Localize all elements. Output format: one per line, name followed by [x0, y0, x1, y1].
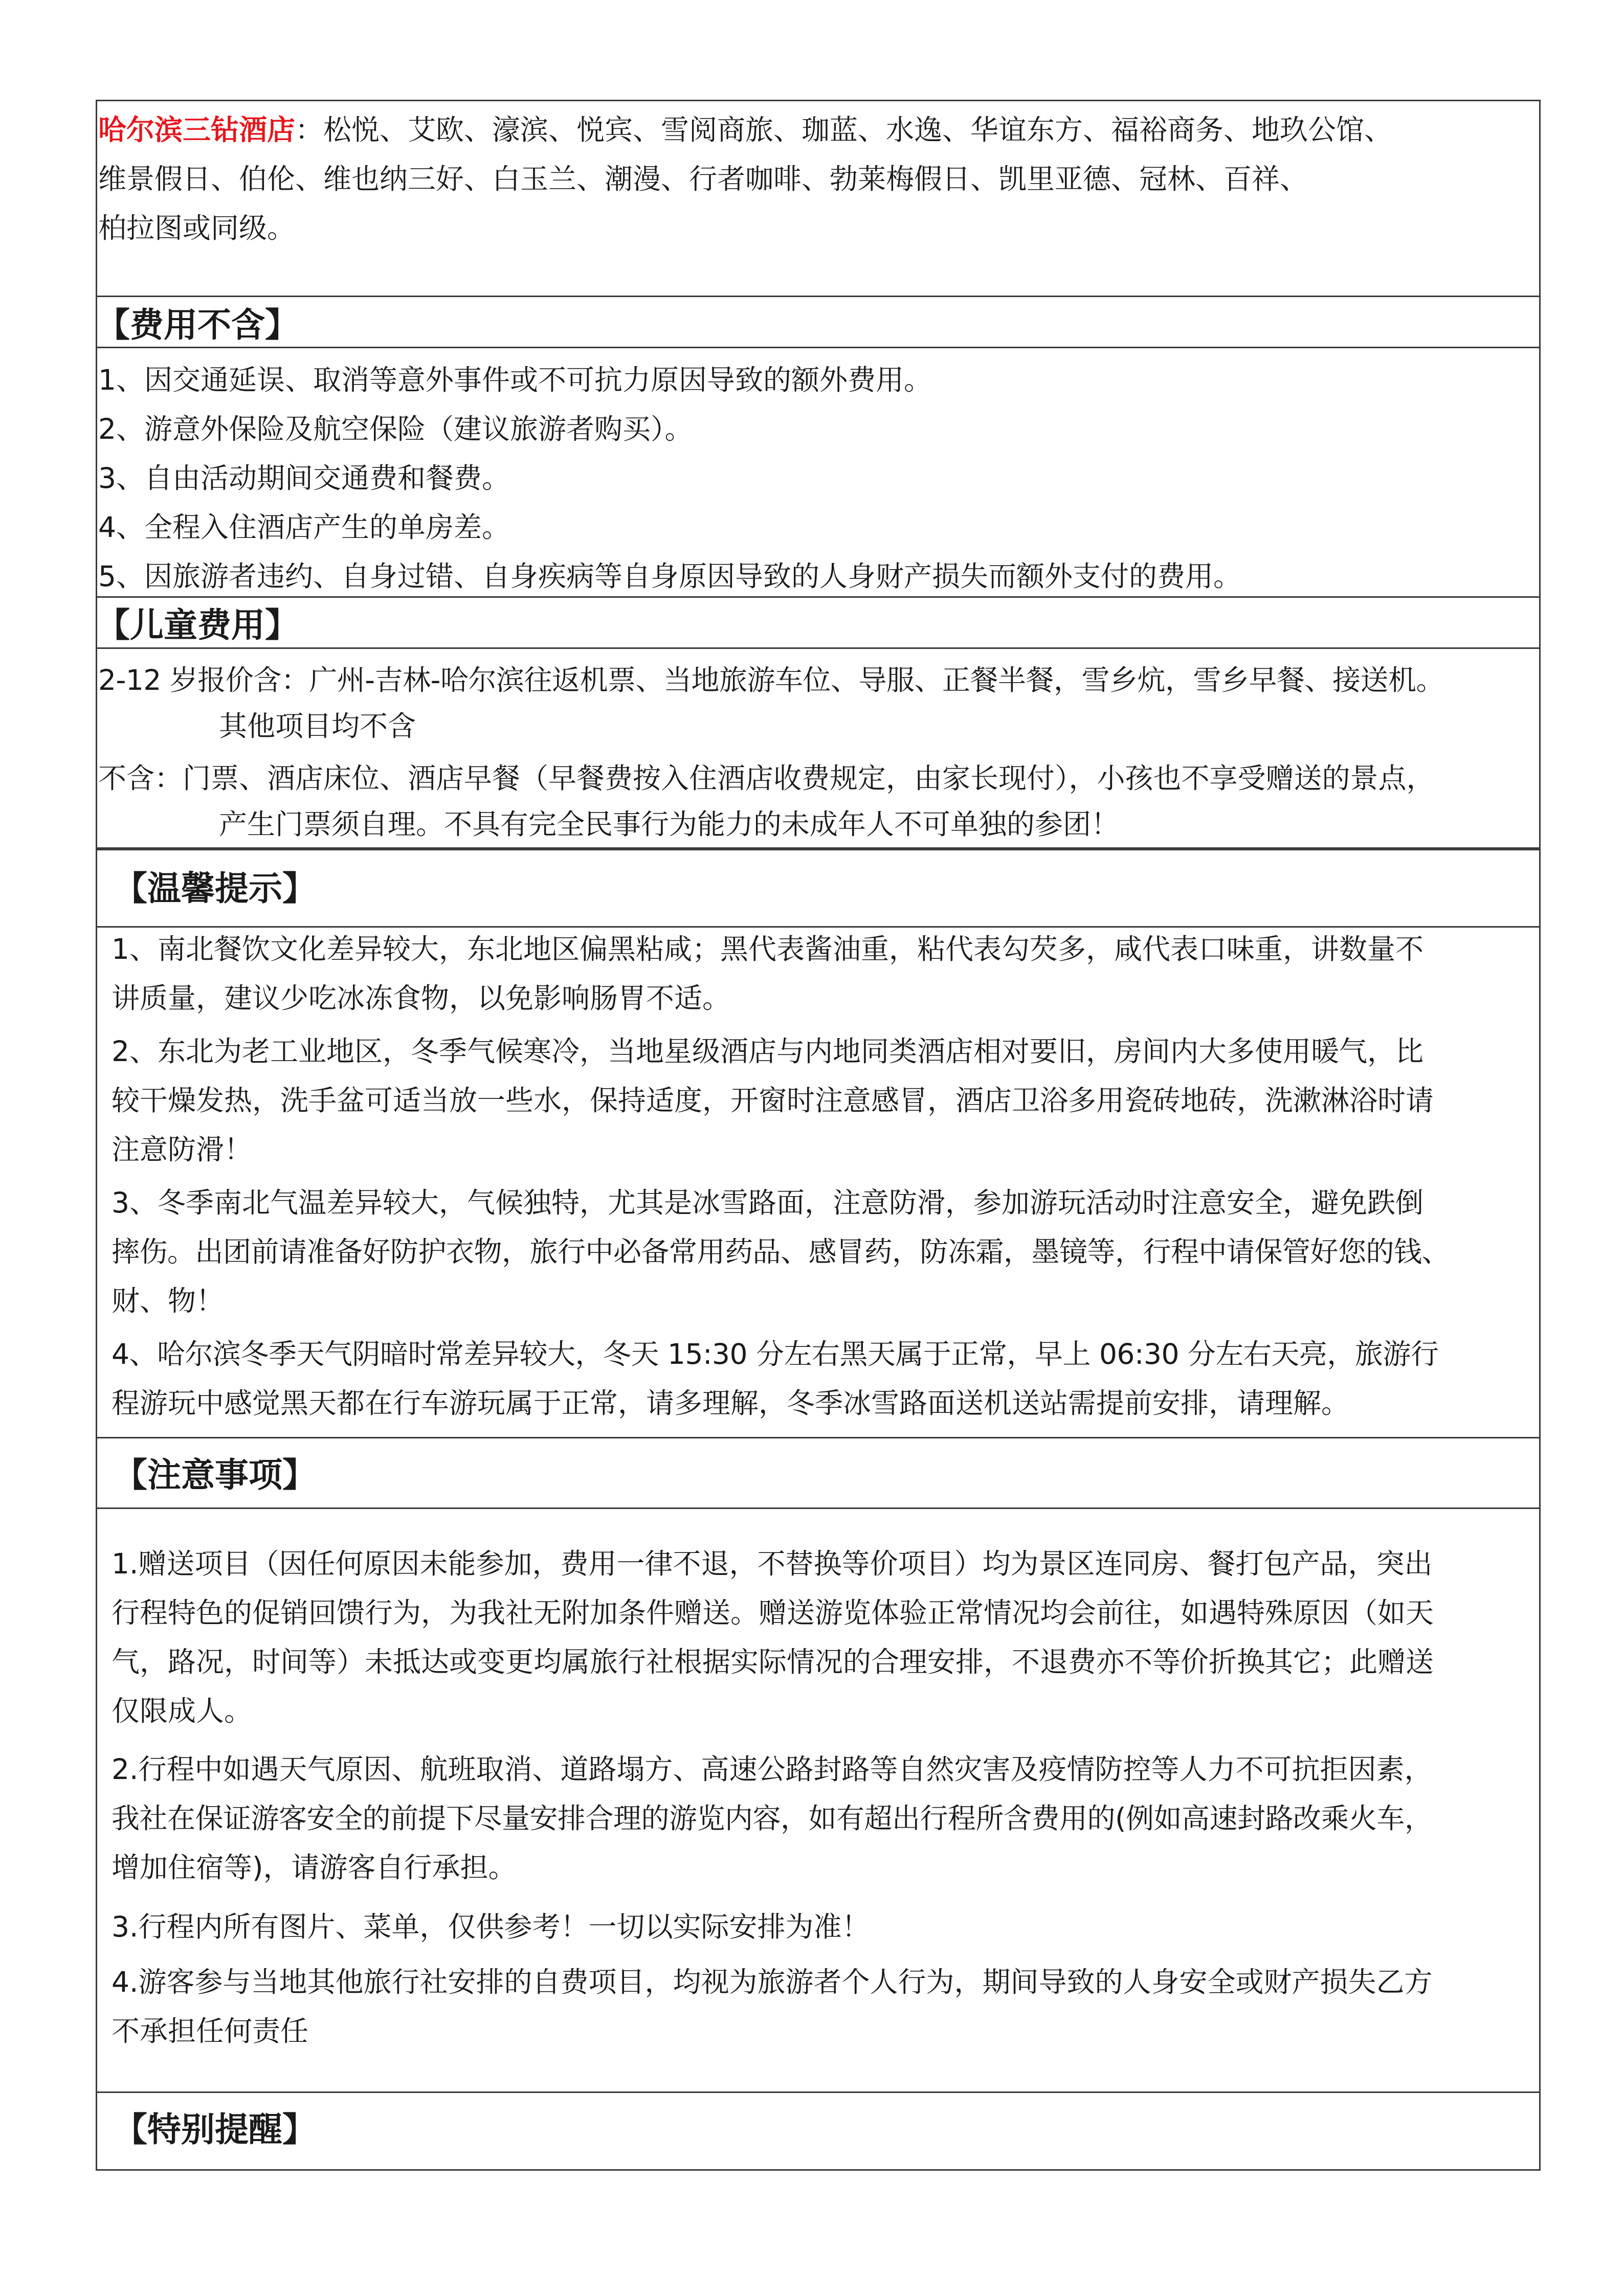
notes-title: 【注意事项】 — [114, 1455, 316, 1495]
notes-line: 2.行程中如遇天气原因、航班取消、道路塌方、高速公路封路等自然灾害及疫情防控等人力不可抗拒因素， — [112, 1753, 1433, 1786]
notes-line: 不承担任何责任 — [112, 2015, 309, 2047]
children-line: 2-12 岁报价含：广州-吉林-哈尔滨往返机票、当地旅游车位、导服、正餐半餐，雪乡炕，雪乡早餐、接送机。 — [98, 664, 1444, 696]
excluded-item: 2、游意外保险及航空保险（建议旅游者购买）。 — [98, 413, 693, 445]
tips-line: 1、南北餐饮文化差异较大，东北地区偏黑粘咸；黑代表酱油重，粘代表勾芡多，咸代表口味重，讲数量不 — [112, 933, 1423, 965]
children-line: 产生门票须自理。不具有完全民事行为能力的未成年人不可单独的参团！ — [219, 808, 1120, 841]
divider — [97, 647, 1539, 649]
tips-line: 讲质量，建议少吃冰冻食物，以免影响肠胃不适。 — [112, 982, 731, 1015]
hotel-line-2: 维景假日、伯伦、维也纳三好、白玉兰、潮漫、行者咖啡、勃莱梅假日、凯里亚德、冠林、百祥、 — [98, 163, 1308, 195]
excluded-item: 5、因旅游者违约、自身过错、自身疾病等自身原因导致的人身财产损失而额外支付的费用。 — [98, 560, 1241, 593]
excluded-item: 4、全程入住酒店产生的单房差。 — [98, 511, 510, 544]
notes-line: 我社在保证游客安全的前提下尽量安排合理的游览内容，如有超出行程所含费用的(例如高速封路改乘火车， — [112, 1802, 1433, 1835]
hotel-line-1 — [98, 105, 1392, 154]
excluded-item: 1、因交通延误、取消等意外事件或不可抗力原因导致的额外费用。 — [98, 364, 932, 396]
notes-line: 仅限成人。 — [112, 1695, 253, 1727]
notes-line: 气，路况，时间等）未抵达或变更均属旅行社根据实际情况的合理安排，不退费亦不等价折换其它；此赠送 — [112, 1646, 1434, 1678]
tips-line: 3、冬季南北气温差异较大，气候独特，尤其是冰雪路面，注意防滑，参加游玩活动时注意安全，避免跌倒 — [112, 1186, 1423, 1219]
excluded-title: 【费用不含】 — [96, 305, 299, 345]
tips-line: 摔伤。出团前请准备好防护衣物，旅行中必备常用药品、感冒药，防冻霜，墨镜等，行程中请保管好您的钱、 — [112, 1235, 1450, 1268]
children-title: 【儿童费用】 — [96, 605, 299, 645]
special-title: 【特别提醒】 — [114, 2110, 316, 2149]
hotel-list-1: 松悦、艾欧、濠滨、悦宾、雪阅商旅、珈蓝、水逸、华谊东方、福裕商务、地玖公馆、 — [323, 114, 1393, 146]
excluded-item: 3、自由活动期间交通费和餐费。 — [98, 462, 510, 494]
tips-title: 【温馨提示】 — [114, 869, 316, 908]
notes-line: 4.游客参与当地其他旅行社安排的自费项目，均视为旅游者个人行为，期间导致的人身安全或财产损失乙方 — [112, 1966, 1433, 1998]
tips-line: 较干燥发热，洗手盆可适当放一些水，保持适度，开窗时注意感冒，酒店卫浴多用瓷砖地砖，洗漱淋浴时请 — [112, 1084, 1434, 1117]
divider — [97, 1507, 1539, 1509]
divider — [97, 296, 1539, 297]
hotel-line-3: 柏拉图或同级。 — [98, 212, 296, 244]
tips-line: 财、物！ — [112, 1285, 225, 1317]
tips-line: 程游玩中感觉黑天都在行车游玩属于正常，请多理解，冬季冰雪路面送机送站需提前安排，请理解。 — [112, 1387, 1350, 1420]
hotel-label: 哈尔滨三钻酒店 — [98, 114, 296, 146]
children-line: 不含：门票、酒店床位、酒店早餐（早餐费按入住酒店收费规定，由家长现付），小孩也不享受赠送的景点， — [98, 762, 1435, 795]
children-line: 其他项目均不含 — [219, 710, 416, 742]
divider — [97, 347, 1539, 348]
notes-line: 3.行程内所有图片、菜单，仅供参考！一切以实际安排为准！ — [112, 1910, 870, 1943]
divider — [97, 2091, 1539, 2093]
notes-line: 增加住宿等)，请游客自行承担。 — [112, 1851, 517, 1884]
notes-line: 行程特色的促销回馈行为，为我社无附加条件赠送。赠送游览体验正常情况均会前往，如遇特殊原因（如天 — [112, 1596, 1434, 1629]
hotel-separator: ： — [295, 114, 324, 146]
tips-line: 4、哈尔滨冬季天气阴暗时常差异较大，冬天 15:30 分左右黑天属于正常，早上 06:30 分左右天亮，旅游行 — [112, 1338, 1439, 1370]
divider — [97, 1437, 1539, 1438]
tips-line: 注意防滑！ — [112, 1133, 253, 1166]
notes-line: 1.赠送项目（因任何原因未能参加，费用一律不退，不替换等价项目）均为景区连同房、餐打包产品，突出 — [112, 1547, 1433, 1580]
tips-line: 2、东北为老工业地区，冬季气候寒冷，当地星级酒店与内地同类酒店相对要旧，房间内大多使用暖气，比 — [112, 1035, 1423, 1068]
